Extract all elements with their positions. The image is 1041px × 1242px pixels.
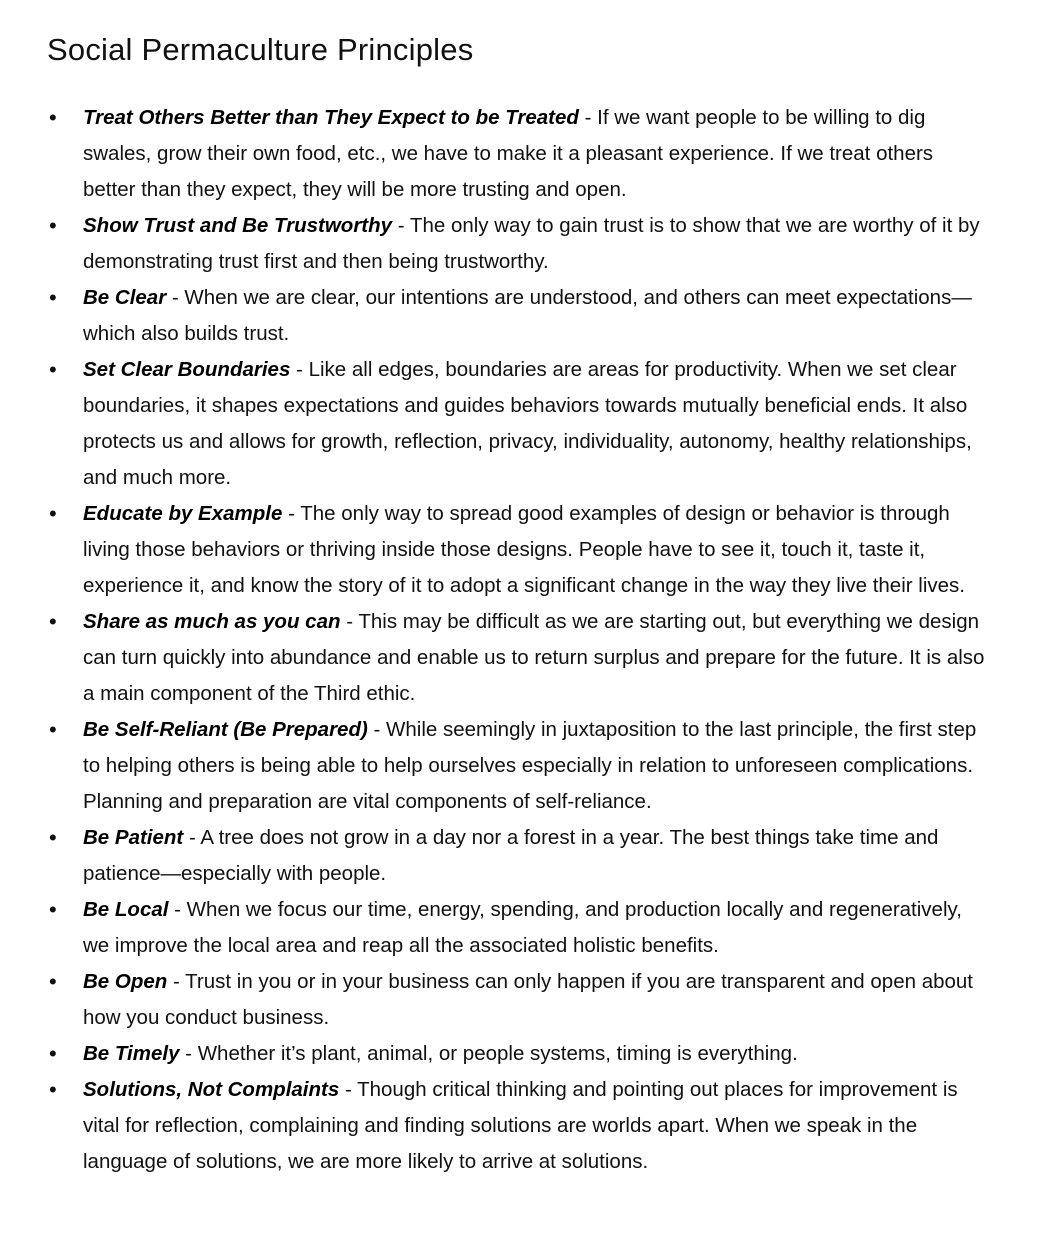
principle-term: Solutions, Not Complaints xyxy=(83,1078,340,1101)
bullet-icon: • xyxy=(49,609,57,634)
principle-description: Trust in you or in your business can only happen if you are transparent and open about how you conduct business. xyxy=(83,970,974,1029)
principle-description: The only way to spread good examples of design or behavior is through living those behaviors or thriving inside those designs. People have to see it, touch it, taste it, experience it, and know the story of it to adopt a significant change in the way they live their lives. xyxy=(83,502,965,597)
bullet-icon: • xyxy=(49,897,57,922)
principle-description: Whether it’s plant, animal, or people systems, timing is everything. xyxy=(197,1042,798,1065)
principle-term: Be Self-Reliant (Be Prepared) xyxy=(83,718,368,741)
bullet-icon: • xyxy=(49,213,57,238)
page-title: Social Permaculture Principles xyxy=(47,32,474,67)
principle-separator: - xyxy=(179,1042,198,1065)
principle-description: The only way to gain trust is to show that we are worthy of it by demonstrating trust first and then being trustworthy. xyxy=(83,214,980,273)
bullet-icon: • xyxy=(49,825,57,850)
principle-term: Set Clear Boundaries xyxy=(83,358,291,381)
principle-term: Treat Others Better than They Expect to be Treated xyxy=(83,106,579,129)
principle-term: Be Open xyxy=(83,970,168,993)
principle-term: Show Trust and Be Trustworthy xyxy=(83,214,393,237)
principle-item xyxy=(0,280,1041,352)
principle-term: Be Timely xyxy=(83,1042,180,1065)
principle-item xyxy=(0,496,1041,604)
principle-item xyxy=(0,208,1041,280)
bullet-icon: • xyxy=(49,357,57,382)
principle-separator: - xyxy=(340,610,359,633)
bullet-icon: • xyxy=(49,105,57,130)
principle-separator: - xyxy=(183,826,201,849)
principle-term: Share as much as you can xyxy=(83,610,341,633)
bullet-icon: • xyxy=(49,1041,57,1066)
principle-separator: - xyxy=(166,286,185,309)
principle-separator: - xyxy=(290,358,309,381)
principle-separator: - xyxy=(167,970,186,993)
principle-item xyxy=(0,892,1041,964)
principle-description: Like all edges, boundaries are areas for productivity. When we set clear boundaries, it shapes expectations and guides behaviors towards mutually beneficial ends. It also protects us and allows for growth, reflection, privacy, individuality, autonomy, healthy relationships, and much more. xyxy=(83,358,972,489)
principle-item xyxy=(0,1036,1041,1072)
bullet-icon: • xyxy=(49,969,57,994)
principle-term: Educate by Example xyxy=(83,502,283,525)
principle-term: Be Clear xyxy=(83,286,167,309)
principle-item xyxy=(0,100,1041,208)
principle-separator: - xyxy=(282,502,301,525)
principle-item xyxy=(0,820,1041,892)
principle-description: This may be difficult as we are starting out, but everything we design can turn quickly into abundance and enable us to return surplus and prepare for the future. It is also a main component of the Third ethic. xyxy=(83,610,985,705)
bullet-icon: • xyxy=(49,1077,57,1102)
principle-item xyxy=(0,352,1041,496)
principles-list xyxy=(0,100,1041,1180)
bullet-icon: • xyxy=(49,285,57,310)
principle-separator: - xyxy=(392,214,410,237)
principle-description: While seemingly in juxtaposition to the last principle, the first step to helping others is being able to help ourselves especially in relation to unforeseen complications. Planning and preparation are vital components of self-reliance. xyxy=(83,718,977,813)
principle-item xyxy=(0,712,1041,820)
principle-separator: - xyxy=(578,106,598,129)
principle-term: Be Patient xyxy=(83,826,184,849)
bullet-icon: • xyxy=(49,501,57,526)
principle-item xyxy=(0,1072,1041,1180)
principle-description: When we are clear, our intentions are understood, and others can meet expectations—which also builds trust. xyxy=(83,286,972,345)
principle-term: Be Local xyxy=(83,898,169,921)
principle-description: A tree does not grow in a day nor a forest in a year. The best things take time and patience—especially with people. xyxy=(83,826,939,885)
principle-separator: - xyxy=(367,718,387,741)
principle-item xyxy=(0,604,1041,712)
principle-item xyxy=(0,964,1041,1036)
principle-separator: - xyxy=(339,1078,358,1101)
principle-description: When we focus our time, energy, spending, and production locally and regeneratively, we improve the local area and reap all the associated holistic benefits. xyxy=(83,898,962,957)
principle-separator: - xyxy=(168,898,187,921)
principle-description: If we want people to be willing to dig swales, grow their own food, etc., we have to make it a pleasant experience. If we treat others better than they expect, they will be more trusting and open. xyxy=(83,106,934,201)
principle-description: Though critical thinking and pointing out places for improvement is vital for reflection, complaining and finding solutions are worlds apart. When we speak in the language of solutions, we are more likely to arrive at solutions. xyxy=(83,1078,958,1173)
bullet-icon: • xyxy=(49,717,57,742)
